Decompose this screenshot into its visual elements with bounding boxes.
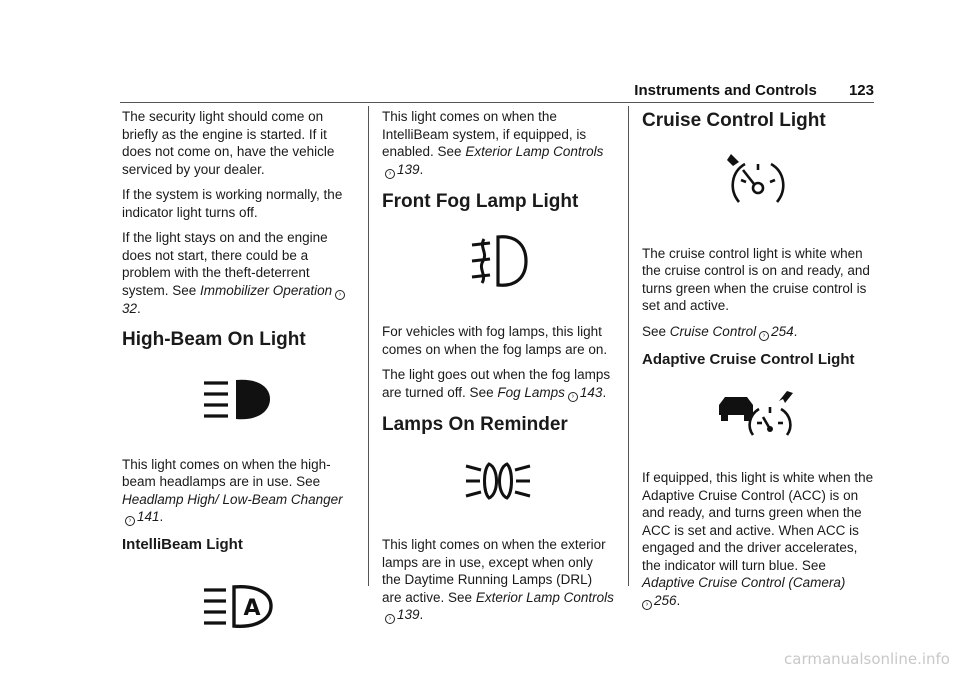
intellibeam-heading: IntelliBeam Light <box>122 536 243 553</box>
fog-lamp-heading: Front Fog Lamp Light <box>382 190 579 212</box>
page-reference-icon: › <box>385 614 395 624</box>
cruise-control-page[interactable]: 254 <box>771 323 794 339</box>
column-1 <box>122 108 354 635</box>
column-2 <box>382 108 614 632</box>
page-reference-icon: › <box>568 392 578 402</box>
exterior-lamp-link[interactable]: Exterior Lamp Controls <box>465 144 604 159</box>
immobilizer-link[interactable]: Immobilizer Operation <box>200 282 333 298</box>
lamps-on-heading: Lamps On Reminder <box>382 413 568 435</box>
exterior-lamp-page-2[interactable]: 139 <box>397 607 420 622</box>
column-divider-2 <box>628 106 629 586</box>
fog-lamps-page[interactable]: 143 <box>579 384 603 400</box>
acc-figure <box>642 389 874 444</box>
cruise-figure <box>642 152 874 215</box>
page-reference-icon: › <box>335 290 345 300</box>
page-reference-icon: › <box>642 600 652 610</box>
fog-lamp-paragraph-1: For vehicles with fog lamps, this light comes on when the fog lamps are on. <box>382 324 608 357</box>
high-beam-paragraph: This light comes on when the high-beam headlamps are in use. See Headlamp High/ Low-Beam Changer› 141. <box>122 456 343 524</box>
immobilizer-page[interactable]: 32 <box>122 300 138 316</box>
page-reference-icon: › <box>385 169 395 179</box>
exterior-lamp-link-2[interactable]: Exterior Lamp Controls <box>475 589 614 605</box>
section-title: Instruments and Controls <box>634 82 817 99</box>
page-reference-icon: › <box>125 516 135 526</box>
page-reference-icon: › <box>759 331 769 341</box>
page-number: 123 <box>848 82 874 99</box>
svg-text:A: A <box>243 596 261 621</box>
high-beam-icon <box>202 377 274 423</box>
intellibeam-icon <box>202 584 274 630</box>
lamps-on-paragraph: This light comes on when the exterior lamps are in use, except when only the Daytime Running Lamps (DRL) are active. See Exterior Lamp Controls› 139. <box>382 537 614 622</box>
security-paragraph-2: If the system is working normally, the indicator light turns off. <box>122 187 343 220</box>
cruise-paragraph-1: The cruise control light is white when the cruise control is on and ready, and turns green when the cruise control is set and active. <box>642 245 870 313</box>
acc-heading: Adaptive Cruise Control Light <box>642 350 855 368</box>
security-paragraph-1: The security light should come on briefly as the engine is started. If it does not come on, have the vehicle serviced by your dealer. <box>122 109 335 177</box>
header-divider <box>120 102 874 103</box>
headlamp-changer-page[interactable]: 141 <box>137 509 160 524</box>
adaptive-cruise-icon <box>717 389 799 439</box>
high-beam-heading: High-Beam On Light <box>122 329 306 350</box>
high-beam-figure <box>122 377 354 428</box>
page-header <box>634 82 874 99</box>
intellibeam-figure <box>122 584 354 635</box>
front-fog-lamp-icon <box>468 233 528 289</box>
cruise-control-icon <box>725 152 791 210</box>
acc-link[interactable]: Adaptive Cruise Control (Camera) <box>642 575 846 590</box>
acc-paragraph: If equipped, this light is white when the Adaptive Cruise Control (ACC) is on and ready, and turns green when the ACC is set and active. When ACC is engaged and the driver accelerates, the indicator will turn blue. See Adaptive Cruise Control (Camera) › 256. <box>642 470 874 608</box>
column-3 <box>642 108 874 618</box>
cruise-paragraph-2: See Cruise Control › 254. <box>642 323 798 339</box>
headlamp-changer-link[interactable]: Headlamp High/ Low-Beam Changer <box>122 491 343 507</box>
column-divider-1 <box>368 106 369 586</box>
intellibeam-paragraph: This light comes on when the IntelliBeam system, if equipped, is enabled. See Exterior Lamp Controls› 139. <box>382 109 604 177</box>
acc-page[interactable]: 256 <box>654 592 677 608</box>
security-paragraph-3: If the light stays on and the engine does not start, there could be a problem with the theft-deterrent system. See Immobilizer Operation ›32. <box>122 229 354 317</box>
fog-lamps-link[interactable]: Fog Lamps <box>497 384 565 400</box>
cruise-heading: Cruise Control Light <box>642 110 826 131</box>
exterior-lamp-page[interactable]: 139 <box>397 161 420 177</box>
lamps-on-icon <box>463 458 533 504</box>
cruise-control-link[interactable]: Cruise Control <box>669 323 757 339</box>
watermark: carmanualsonline.info <box>784 650 950 668</box>
fog-lamp-paragraph-2: The light goes out when the fog lamps are turned off. See Fog Lamps › 143. <box>382 367 611 400</box>
lamps-on-figure <box>382 458 614 509</box>
fog-lamp-figure <box>382 233 614 294</box>
